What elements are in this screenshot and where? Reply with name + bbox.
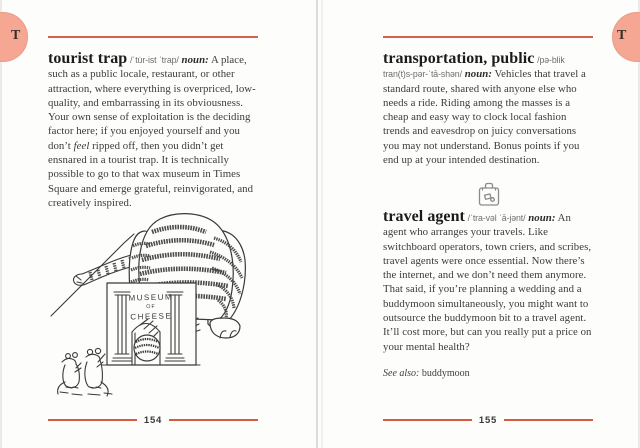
entry-transportation-public (383, 52, 595, 167)
mice-figures (58, 348, 112, 396)
page-footer-right (383, 414, 593, 426)
pronunciation-transportation-public: /pə-blik tran(t)s-pər-ˈtā-shən/ (383, 55, 565, 80)
museum-sign-line2: OF (146, 303, 156, 311)
part-of-speech: noun: (464, 68, 492, 81)
top-rule-right-page (383, 36, 593, 38)
see-also-label: See also: (383, 368, 420, 379)
cat-museum-illustration (48, 210, 260, 406)
mouse-right (85, 348, 108, 396)
cheese-wheel (134, 335, 160, 361)
suitcase-icon (475, 179, 503, 210)
see-also-term: buddymoon (421, 368, 470, 379)
footer-rule-segment (383, 419, 472, 421)
headword-tourist-trap: tourist trap (48, 50, 128, 67)
museum-building (102, 283, 200, 365)
page-number-left: 154 (143, 414, 163, 426)
spine-gutter-line (316, 0, 318, 448)
tab-letter-left: T (11, 28, 21, 43)
part-of-speech: noun: (528, 212, 556, 224)
entry-tourist-trap (48, 52, 260, 210)
page-footer-left (48, 414, 258, 426)
headword-travel-agent: travel agent (383, 208, 465, 225)
definition-text: Vehicles that travel a standard route, shared with anyone else who needs a ride. Riding among the masses is a cheap and easy way to clock local fashion trends and eavesdrop on juicy conversations you may not understand. Bonus points if you end up at your intended destination. (383, 68, 586, 167)
illustration-canvas (48, 210, 260, 406)
mouse-left (58, 353, 81, 394)
definition-text: An agent who arranges your travels. Like switchboard operators, town criers, and scribes, travel agents were once essential. Now there’s the internet, and we don’t need them anymore. That said, if you’re planning a wedding and a buddymoon simultaneously, you might want to outsource the buddymoon bit to a travel agent. It’ll cost more, but can you really put a price on your mental health? (383, 212, 592, 353)
page-number-right: 155 (478, 414, 498, 426)
footer-rule-segment (169, 419, 258, 421)
definition-emphasis-word: feel (73, 139, 90, 152)
museum-sign-line3: CHEESE (130, 311, 173, 322)
headword-transportation-public: transportation, public (383, 50, 535, 67)
tab-letter-right: T (617, 28, 627, 43)
footer-rule-segment (504, 419, 593, 421)
spine-gutter-highlight (321, 0, 323, 448)
definition-text: A place, such as a public locale, restaurant, or other attraction, where everything is overpriced, low-quality, and embarrassing in its obviousness. Your own sense of exploitation is the deciding factor here; if you enjoyed yourself and you don’t (48, 54, 256, 152)
pronunciation-tourist-trap: /ˈtu̇r-ist ˈtrap/ (130, 55, 179, 65)
page-edge-left (0, 0, 2, 448)
entry-travel-agent (383, 210, 595, 354)
see-also-line (383, 367, 595, 380)
footer-rule-segment (48, 419, 137, 421)
definition-text: ripped off, then you didn’t get ensnared in a tourist trap. It is technically possible to go to that wax museum in Times Square and emerge grateful, reinvigorated, and creatively inspired. (48, 139, 254, 209)
top-rule-left-page (48, 36, 258, 38)
museum-sign-line1: MUSEUM (128, 292, 174, 303)
pronunciation-travel-agent: /ˈtra-vəl ˈā-jənt/ (467, 213, 526, 223)
part-of-speech: noun: (181, 54, 209, 66)
